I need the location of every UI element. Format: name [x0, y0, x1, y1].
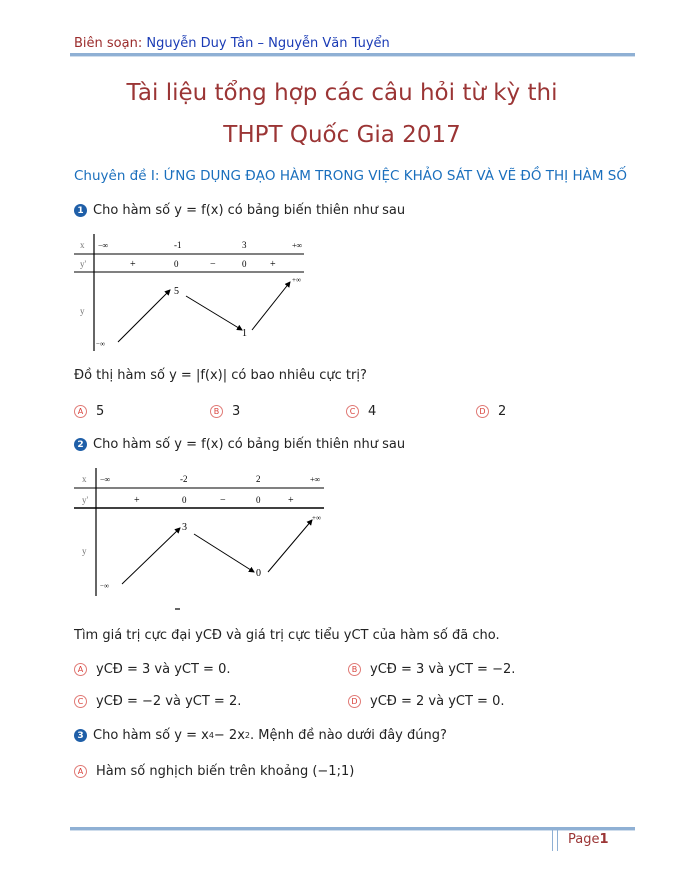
question-1-prompt — [74, 203, 405, 218]
question-text: Cho hàm số y = f(x) có bảng biến thiên như sau — [93, 203, 406, 218]
svg-text:−: − — [210, 259, 216, 270]
option-c[interactable]: C 4 — [346, 404, 376, 419]
option-d[interactable]: D 2 — [476, 404, 506, 419]
option-letter-icon: B — [348, 663, 361, 676]
svg-text:+∞: +∞ — [312, 514, 321, 522]
question-2-prompt — [74, 437, 405, 452]
svg-text:y': y' — [82, 495, 89, 505]
option-c[interactable]: C yCĐ = −2 và yCT = 2. — [74, 694, 241, 709]
svg-text:0: 0 — [256, 495, 261, 505]
svg-text:+: + — [134, 495, 140, 506]
svg-text:3: 3 — [182, 522, 187, 533]
svg-text:0: 0 — [174, 259, 179, 269]
option-letter-icon: C — [346, 405, 359, 418]
svg-text:5: 5 — [174, 286, 179, 297]
svg-text:x: x — [82, 474, 87, 484]
svg-text:−∞: −∞ — [100, 582, 109, 590]
svg-text:+: + — [270, 259, 276, 270]
svg-text:3: 3 — [242, 240, 247, 250]
document-title-line2: THPT Quốc Gia 2017 — [223, 122, 461, 148]
question-number-icon: 3 — [74, 729, 87, 742]
svg-text:1: 1 — [242, 328, 247, 339]
document-title-line1: Tài liệu tổng hợp các câu hỏi từ kỳ thi — [126, 80, 558, 106]
svg-text:y: y — [82, 546, 87, 556]
row-label-x: x — [80, 240, 85, 250]
option-b[interactable]: B 3 — [210, 404, 240, 419]
chapter-heading: Chuyên đề I: ỨNG DỤNG ĐẠO HÀM TRONG VIỆC KHẢO SÁT VÀ VẼ ĐỒ THỊ HÀM SỐ — [74, 168, 627, 184]
question-text: Cho hàm số y = f(x) có bảng biến thiên như sau — [93, 437, 406, 452]
page-number: Page1 — [568, 832, 609, 847]
svg-text:+∞: +∞ — [292, 241, 303, 250]
variation-table-1 — [74, 234, 309, 352]
svg-text:0: 0 — [242, 259, 247, 269]
option-a[interactable]: A Hàm số nghịch biến trên khoảng (−1;1) — [74, 764, 354, 779]
option-letter-icon: B — [210, 405, 223, 418]
option-a[interactable]: A 5 — [74, 404, 104, 419]
option-letter-icon: A — [74, 663, 87, 676]
option-d[interactable]: D yCĐ = 2 và yCT = 0. — [348, 694, 504, 709]
svg-text:+: + — [288, 495, 294, 506]
footer-divider — [552, 829, 558, 851]
header-rule — [70, 53, 635, 57]
svg-text:−: − — [220, 495, 226, 506]
option-b[interactable]: B yCĐ = 3 và yCT = −2. — [348, 662, 515, 677]
question-number-icon: 1 — [74, 204, 87, 217]
svg-text:-2: -2 — [180, 474, 188, 484]
svg-text:−∞: −∞ — [96, 340, 105, 348]
option-letter-icon: A — [74, 765, 87, 778]
question-1-question: Đồ thị hàm số y = |f(x)| có bao nhiêu cực trị? — [74, 368, 367, 383]
variation-table-2 — [74, 468, 329, 613]
svg-text:0: 0 — [182, 495, 187, 505]
header-authors: Nguyễn Duy Tân – Nguyễn Văn Tuyển — [146, 36, 390, 51]
question-3-prompt: 3 Cho hàm số y = x 4 − 2x 2 . Mệnh đề nào dưới đây đúng? — [74, 728, 447, 743]
svg-text:y': y' — [80, 259, 87, 269]
option-letter-icon: C — [74, 695, 87, 708]
svg-text:+∞: +∞ — [292, 276, 301, 284]
svg-text:-1: -1 — [174, 240, 182, 250]
svg-text:y: y — [80, 306, 85, 316]
svg-text:+∞: +∞ — [310, 475, 321, 484]
svg-text:0: 0 — [256, 568, 261, 579]
question-2-question: Tìm giá trị cực đại yCĐ và giá trị cực tiểu yCT của hàm số đã cho. — [74, 628, 500, 643]
footer-rule — [70, 827, 635, 831]
option-letter-icon: D — [476, 405, 489, 418]
page-header — [74, 36, 390, 51]
svg-text:−∞: −∞ — [98, 241, 109, 250]
svg-text:+: + — [130, 259, 136, 270]
header-label: Biên soạn: — [74, 36, 143, 51]
question-number-icon: 2 — [74, 438, 87, 451]
svg-text:−∞: −∞ — [100, 475, 111, 484]
option-letter-icon: D — [348, 695, 361, 708]
option-letter-icon: A — [74, 405, 87, 418]
svg-text:2: 2 — [256, 474, 261, 484]
option-a[interactable]: A yCĐ = 3 và yCT = 0. — [74, 662, 230, 677]
